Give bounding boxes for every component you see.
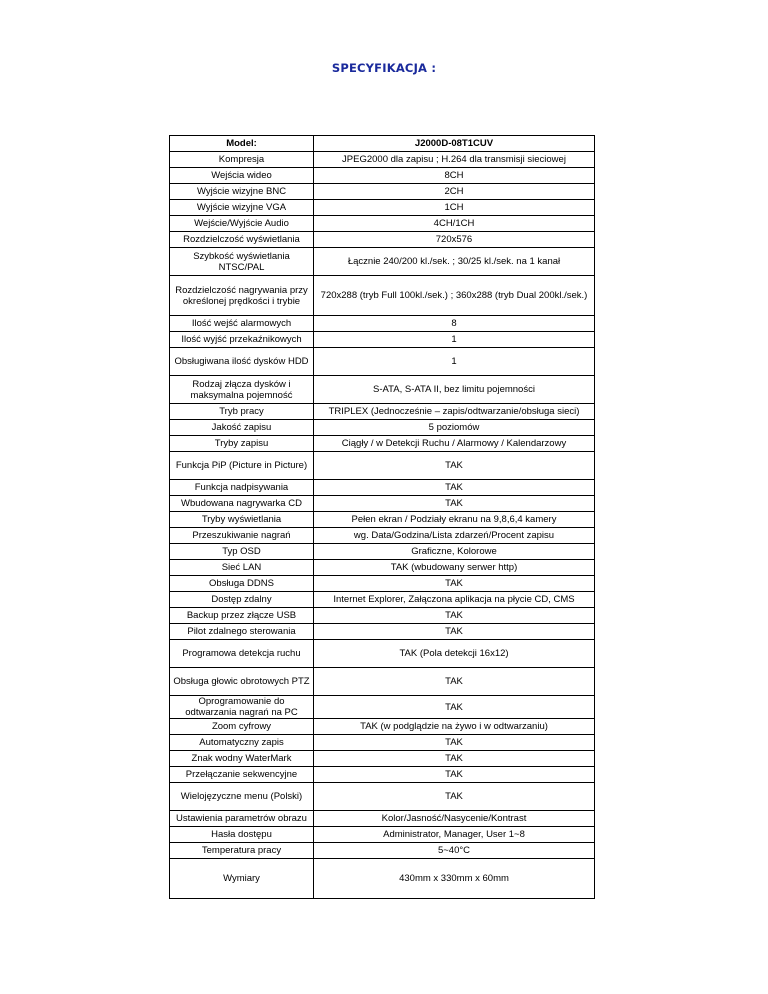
row-value: 4CH/1CH <box>314 216 595 232</box>
row-value: Internet Explorer, Załączona aplikacja na płycie CD, CMS <box>314 592 595 608</box>
row-label: Pilot zdalnego sterowania <box>170 624 314 640</box>
row-value: TAK <box>314 624 595 640</box>
row-value: TAK <box>314 783 595 811</box>
row-label: Wejście/Wyjście Audio <box>170 216 314 232</box>
row-value: Kolor/Jasność/Nasycenie/Kontrast <box>314 811 595 827</box>
row-value: wg. Data/Godzina/Lista zdarzeń/Procent zapisu <box>314 528 595 544</box>
table-row <box>170 783 595 811</box>
row-label: Temperatura pracy <box>170 843 314 859</box>
row-label: Ilość wyjść przekaźnikowych <box>170 332 314 348</box>
table-row <box>170 576 595 592</box>
row-value: 8 <box>314 316 595 332</box>
row-value: 430mm x 330mm x 60mm <box>314 859 595 899</box>
row-value: TAK <box>314 480 595 496</box>
row-value: TAK <box>314 696 595 719</box>
table-row <box>170 216 595 232</box>
row-label: Wbudowana nagrywarka CD <box>170 496 314 512</box>
row-label: Sieć LAN <box>170 560 314 576</box>
row-value: 720x288 (tryb Full 100kl./sek.) ; 360x288 (tryb Dual 200kl./sek.) <box>314 276 595 316</box>
table-row <box>170 452 595 480</box>
row-value: 720x576 <box>314 232 595 248</box>
row-label: Hasła dostępu <box>170 827 314 843</box>
table-row <box>170 316 595 332</box>
page-title: SPECYFIKACJA : <box>331 61 437 75</box>
row-label: Znak wodny WaterMark <box>170 751 314 767</box>
row-label: Obsługa głowic obrotowych PTZ <box>170 668 314 696</box>
row-value: JPEG2000 dla zapisu ; H.264 dla transmisji sieciowej <box>314 152 595 168</box>
table-row <box>170 592 595 608</box>
row-value: Administrator, Manager, User 1~8 <box>314 827 595 843</box>
header-model-value: J2000D-08T1CUV <box>314 136 595 152</box>
table-row <box>170 668 595 696</box>
row-value: TAK (Pola detekcji 16x12) <box>314 640 595 668</box>
row-value: 8CH <box>314 168 595 184</box>
table-row <box>170 276 595 316</box>
row-value: TAK <box>314 452 595 480</box>
table-row <box>170 404 595 420</box>
row-value: TAK <box>314 751 595 767</box>
row-value: TAK (wbudowany serwer http) <box>314 560 595 576</box>
row-value: Łącznie 240/200 kl./sek. ; 30/25 kl./sek. na 1 kanał <box>314 248 595 276</box>
table-row <box>170 248 595 276</box>
row-label: Rodzaj złącza dysków i maksymalna pojemność <box>170 376 314 404</box>
table-row <box>170 719 595 735</box>
table-row <box>170 640 595 668</box>
row-label: Zoom cyfrowy <box>170 719 314 735</box>
table-row <box>170 152 595 168</box>
row-label: Tryby zapisu <box>170 436 314 452</box>
table-row <box>170 544 595 560</box>
table-row <box>170 232 595 248</box>
row-label: Wyjście wizyjne VGA <box>170 200 314 216</box>
table-row <box>170 528 595 544</box>
row-value: 5 poziomów <box>314 420 595 436</box>
specification-table <box>169 135 595 899</box>
row-label: Obsługa DDNS <box>170 576 314 592</box>
table-row <box>170 376 595 404</box>
row-label: Jakość zapisu <box>170 420 314 436</box>
row-label: Automatyczny zapis <box>170 735 314 751</box>
row-label: Przeszukiwanie nagrań <box>170 528 314 544</box>
row-label: Funkcja PiP (Picture in Picture) <box>170 452 314 480</box>
row-label: Backup przez złącze USB <box>170 608 314 624</box>
row-label: Programowa detekcja ruchu <box>170 640 314 668</box>
row-value: Pełen ekran / Podziały ekranu na 9,8,6,4 kamery <box>314 512 595 528</box>
header-model-label: Model: <box>170 136 314 152</box>
table-row <box>170 811 595 827</box>
row-value: Ciągły / w Detekcji Ruchu / Alarmowy / Kalendarzowy <box>314 436 595 452</box>
table-row <box>170 843 595 859</box>
table-row <box>170 512 595 528</box>
row-label: Dostęp zdalny <box>170 592 314 608</box>
row-label: Tryby wyświetlania <box>170 512 314 528</box>
row-label: Ustawienia parametrów obrazu <box>170 811 314 827</box>
table-row <box>170 200 595 216</box>
row-value: TAK <box>314 496 595 512</box>
table-row <box>170 184 595 200</box>
row-label: Wyjście wizyjne BNC <box>170 184 314 200</box>
row-label: Tryb pracy <box>170 404 314 420</box>
row-label: Funkcja nadpisywania <box>170 480 314 496</box>
row-label: Wymiary <box>170 859 314 899</box>
table-row <box>170 827 595 843</box>
table-row <box>170 168 595 184</box>
row-label: Oprogramowanie do odtwarzania nagrań na PC <box>170 696 314 719</box>
table-row <box>170 332 595 348</box>
table-row <box>170 420 595 436</box>
row-label: Rozdzielczość nagrywania przy określonej prędkości i trybie <box>170 276 314 316</box>
row-label: Wejścia wideo <box>170 168 314 184</box>
row-label: Rozdzielczość wyświetlania <box>170 232 314 248</box>
row-value: S-ATA, S-ATA II, bez limitu pojemności <box>314 376 595 404</box>
row-label: Ilość wejść alarmowych <box>170 316 314 332</box>
row-label: Wielojęzyczne menu (Polski) <box>170 783 314 811</box>
row-value: 1 <box>314 332 595 348</box>
row-label: Kompresja <box>170 152 314 168</box>
row-value: 1CH <box>314 200 595 216</box>
row-value: Graficzne, Kolorowe <box>314 544 595 560</box>
row-value: TRIPLEX (Jednocześnie – zapis/odtwarzanie/obsługa sieci) <box>314 404 595 420</box>
row-value: 2CH <box>314 184 595 200</box>
table-row <box>170 696 595 719</box>
row-value: TAK <box>314 668 595 696</box>
table-row <box>170 767 595 783</box>
row-value: TAK <box>314 767 595 783</box>
row-label: Przełączanie sekwencyjne <box>170 767 314 783</box>
table-header-row <box>170 136 595 152</box>
table-row <box>170 560 595 576</box>
row-value: 5~40°C <box>314 843 595 859</box>
table-row <box>170 436 595 452</box>
table-row <box>170 496 595 512</box>
row-label: Typ OSD <box>170 544 314 560</box>
table-row <box>170 624 595 640</box>
table-row <box>170 735 595 751</box>
table-row <box>170 480 595 496</box>
row-value: TAK <box>314 576 595 592</box>
row-value: TAK <box>314 608 595 624</box>
row-label: Obsługiwana ilość dysków HDD <box>170 348 314 376</box>
row-label: Szybkość wyświetlania NTSC/PAL <box>170 248 314 276</box>
table-row <box>170 608 595 624</box>
table-row <box>170 348 595 376</box>
row-value: TAK (w podglądzie na żywo i w odtwarzaniu) <box>314 719 595 735</box>
row-value: TAK <box>314 735 595 751</box>
table-row <box>170 859 595 899</box>
row-value: 1 <box>314 348 595 376</box>
table-row <box>170 751 595 767</box>
